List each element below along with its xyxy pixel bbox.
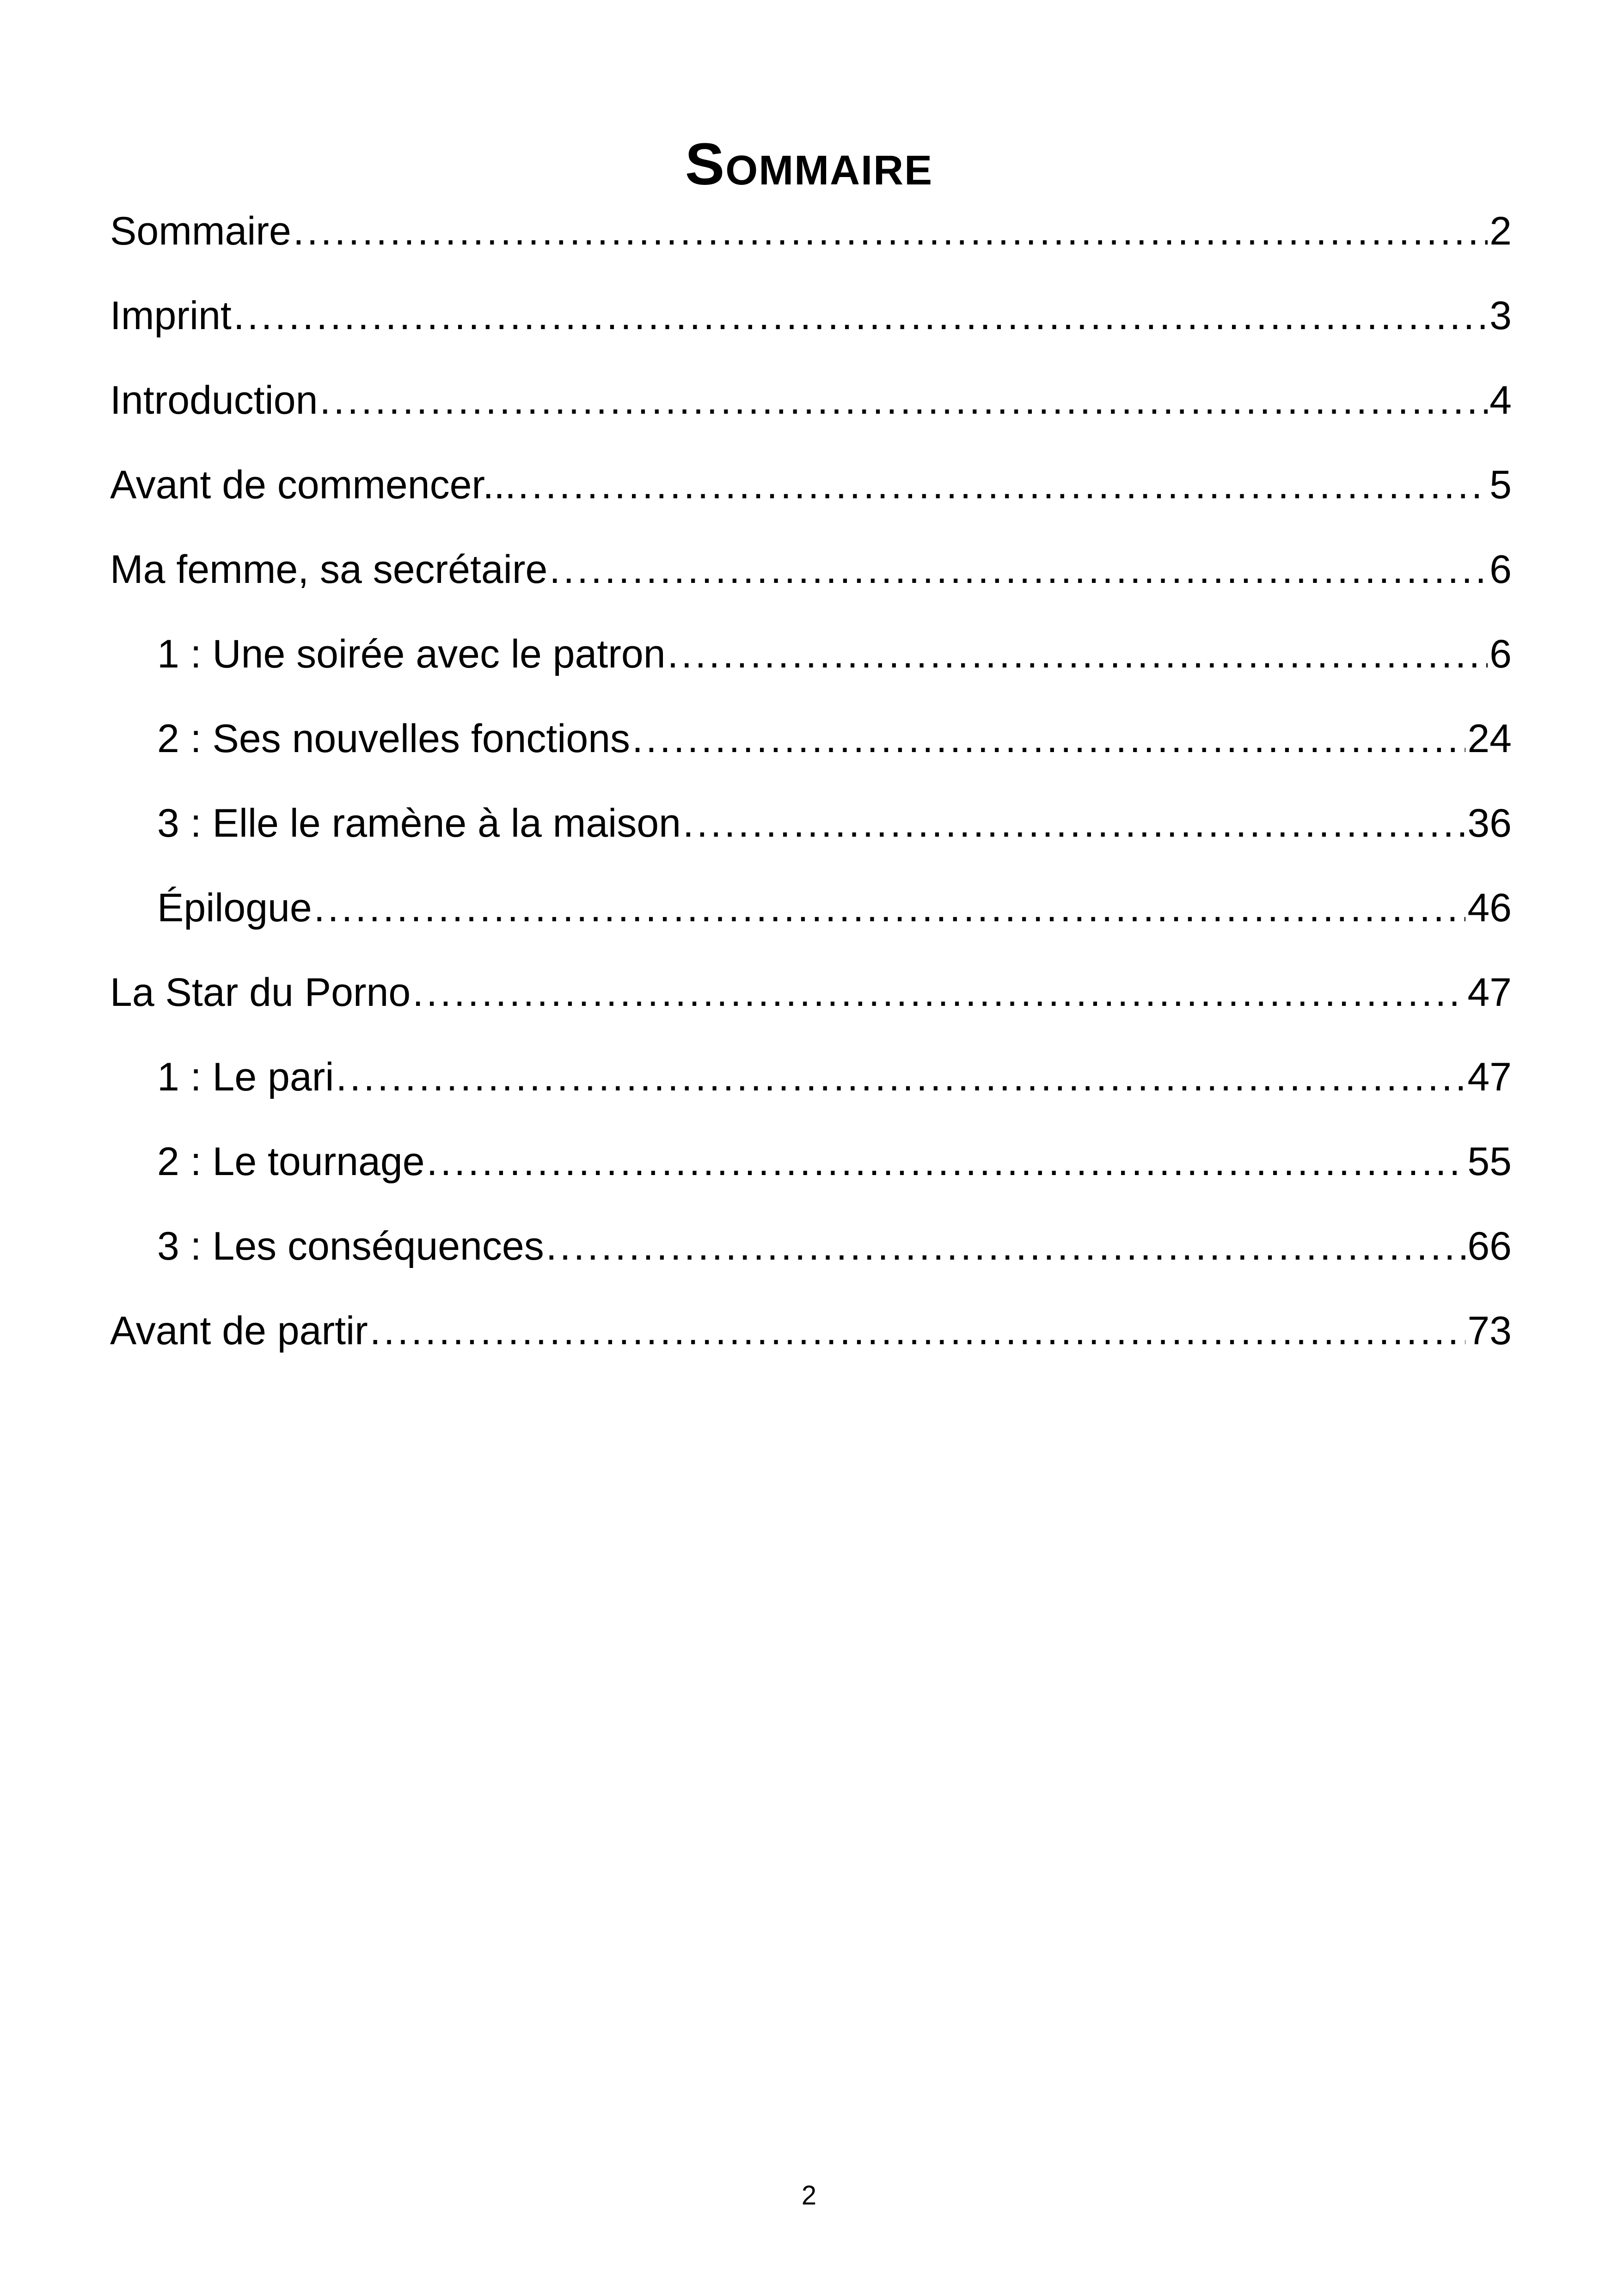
- toc-entry-label: Ma femme, sa secrétaire: [110, 547, 548, 592]
- toc-entry-page: 6: [1489, 632, 1512, 676]
- toc-subentry[interactable]: [110, 622, 1512, 706]
- toc-dot-leader: [668, 622, 1488, 686]
- toc-entry-page: 47: [1467, 1055, 1512, 1099]
- toc-subentry[interactable]: [110, 1129, 1512, 1214]
- toc-entry-page: 66: [1467, 1224, 1512, 1268]
- toc-entry[interactable]: [110, 1298, 1512, 1383]
- toc-dot-leader: [293, 199, 1488, 263]
- toc-entry-label: 2 : Ses nouvelles fonctions: [157, 716, 631, 761]
- toc-dot-leader: [314, 876, 1466, 940]
- toc-entry-page: 6: [1489, 547, 1512, 592]
- toc-entry-label: 3 : Les conséquences: [157, 1224, 544, 1268]
- toc-entry[interactable]: [110, 283, 1512, 368]
- toc-entry-page: 47: [1467, 970, 1512, 1015]
- toc-entry[interactable]: [110, 537, 1512, 622]
- toc-entry[interactable]: [110, 368, 1512, 453]
- toc-dot-leader: [370, 1298, 1466, 1363]
- toc-entry-label: Imprint: [110, 294, 232, 338]
- toc-subentry[interactable]: [110, 791, 1512, 876]
- toc-entry-page: 36: [1467, 801, 1512, 845]
- table-of-contents: [110, 199, 1512, 1383]
- toc-dot-leader: [233, 283, 1488, 348]
- toc-entry[interactable]: [110, 453, 1512, 537]
- toc-entry-label: Épilogue: [157, 886, 312, 930]
- toc-entry-page: 4: [1489, 378, 1512, 422]
- toc-dot-leader: [683, 791, 1465, 856]
- toc-dot-leader: [518, 453, 1488, 517]
- toc-entry[interactable]: [110, 960, 1512, 1045]
- toc-entry-page: 24: [1467, 716, 1512, 761]
- toc-entry-page: 55: [1467, 1139, 1512, 1184]
- toc-entry-label: Introduction: [110, 378, 318, 422]
- toc-dot-leader: [412, 960, 1465, 1025]
- toc-dot-leader: [336, 1045, 1465, 1109]
- page-number: 2: [801, 2180, 817, 2210]
- toc-dot-leader: [632, 706, 1465, 771]
- toc-entry-label: 2 : Le tournage: [157, 1139, 425, 1184]
- toc-entry-label: La Star du Porno: [110, 970, 411, 1015]
- toc-entry-label: Avant de partir: [110, 1309, 368, 1353]
- toc-dot-leader: [427, 1129, 1466, 1194]
- toc-subentry[interactable]: [110, 1214, 1512, 1298]
- toc-subentry[interactable]: [110, 706, 1512, 791]
- toc-entry-page: 5: [1489, 463, 1512, 507]
- toc-entry-page: 2: [1489, 209, 1512, 253]
- toc-entry-page: 73: [1467, 1309, 1512, 1353]
- toc-entry-page: 46: [1467, 886, 1512, 930]
- toc-dot-leader: [549, 537, 1488, 602]
- toc-dot-leader: [546, 1214, 1466, 1279]
- toc-entry[interactable]: [110, 199, 1512, 283]
- page-title: Sommaire: [685, 131, 933, 197]
- toc-entry-label: 1 : Le pari: [157, 1055, 334, 1099]
- toc-subentry[interactable]: [110, 876, 1512, 960]
- toc-entry-label: 1 : Une soirée avec le patron: [157, 632, 666, 676]
- toc-entry-label: Avant de commencer...: [110, 463, 516, 507]
- toc-subentry[interactable]: [110, 1045, 1512, 1129]
- toc-entry-label: 3 : Elle le ramène à la maison: [157, 801, 681, 845]
- toc-entry-label: Sommaire: [110, 209, 291, 253]
- toc-dot-leader: [319, 368, 1488, 433]
- toc-entry-page: 3: [1489, 294, 1512, 338]
